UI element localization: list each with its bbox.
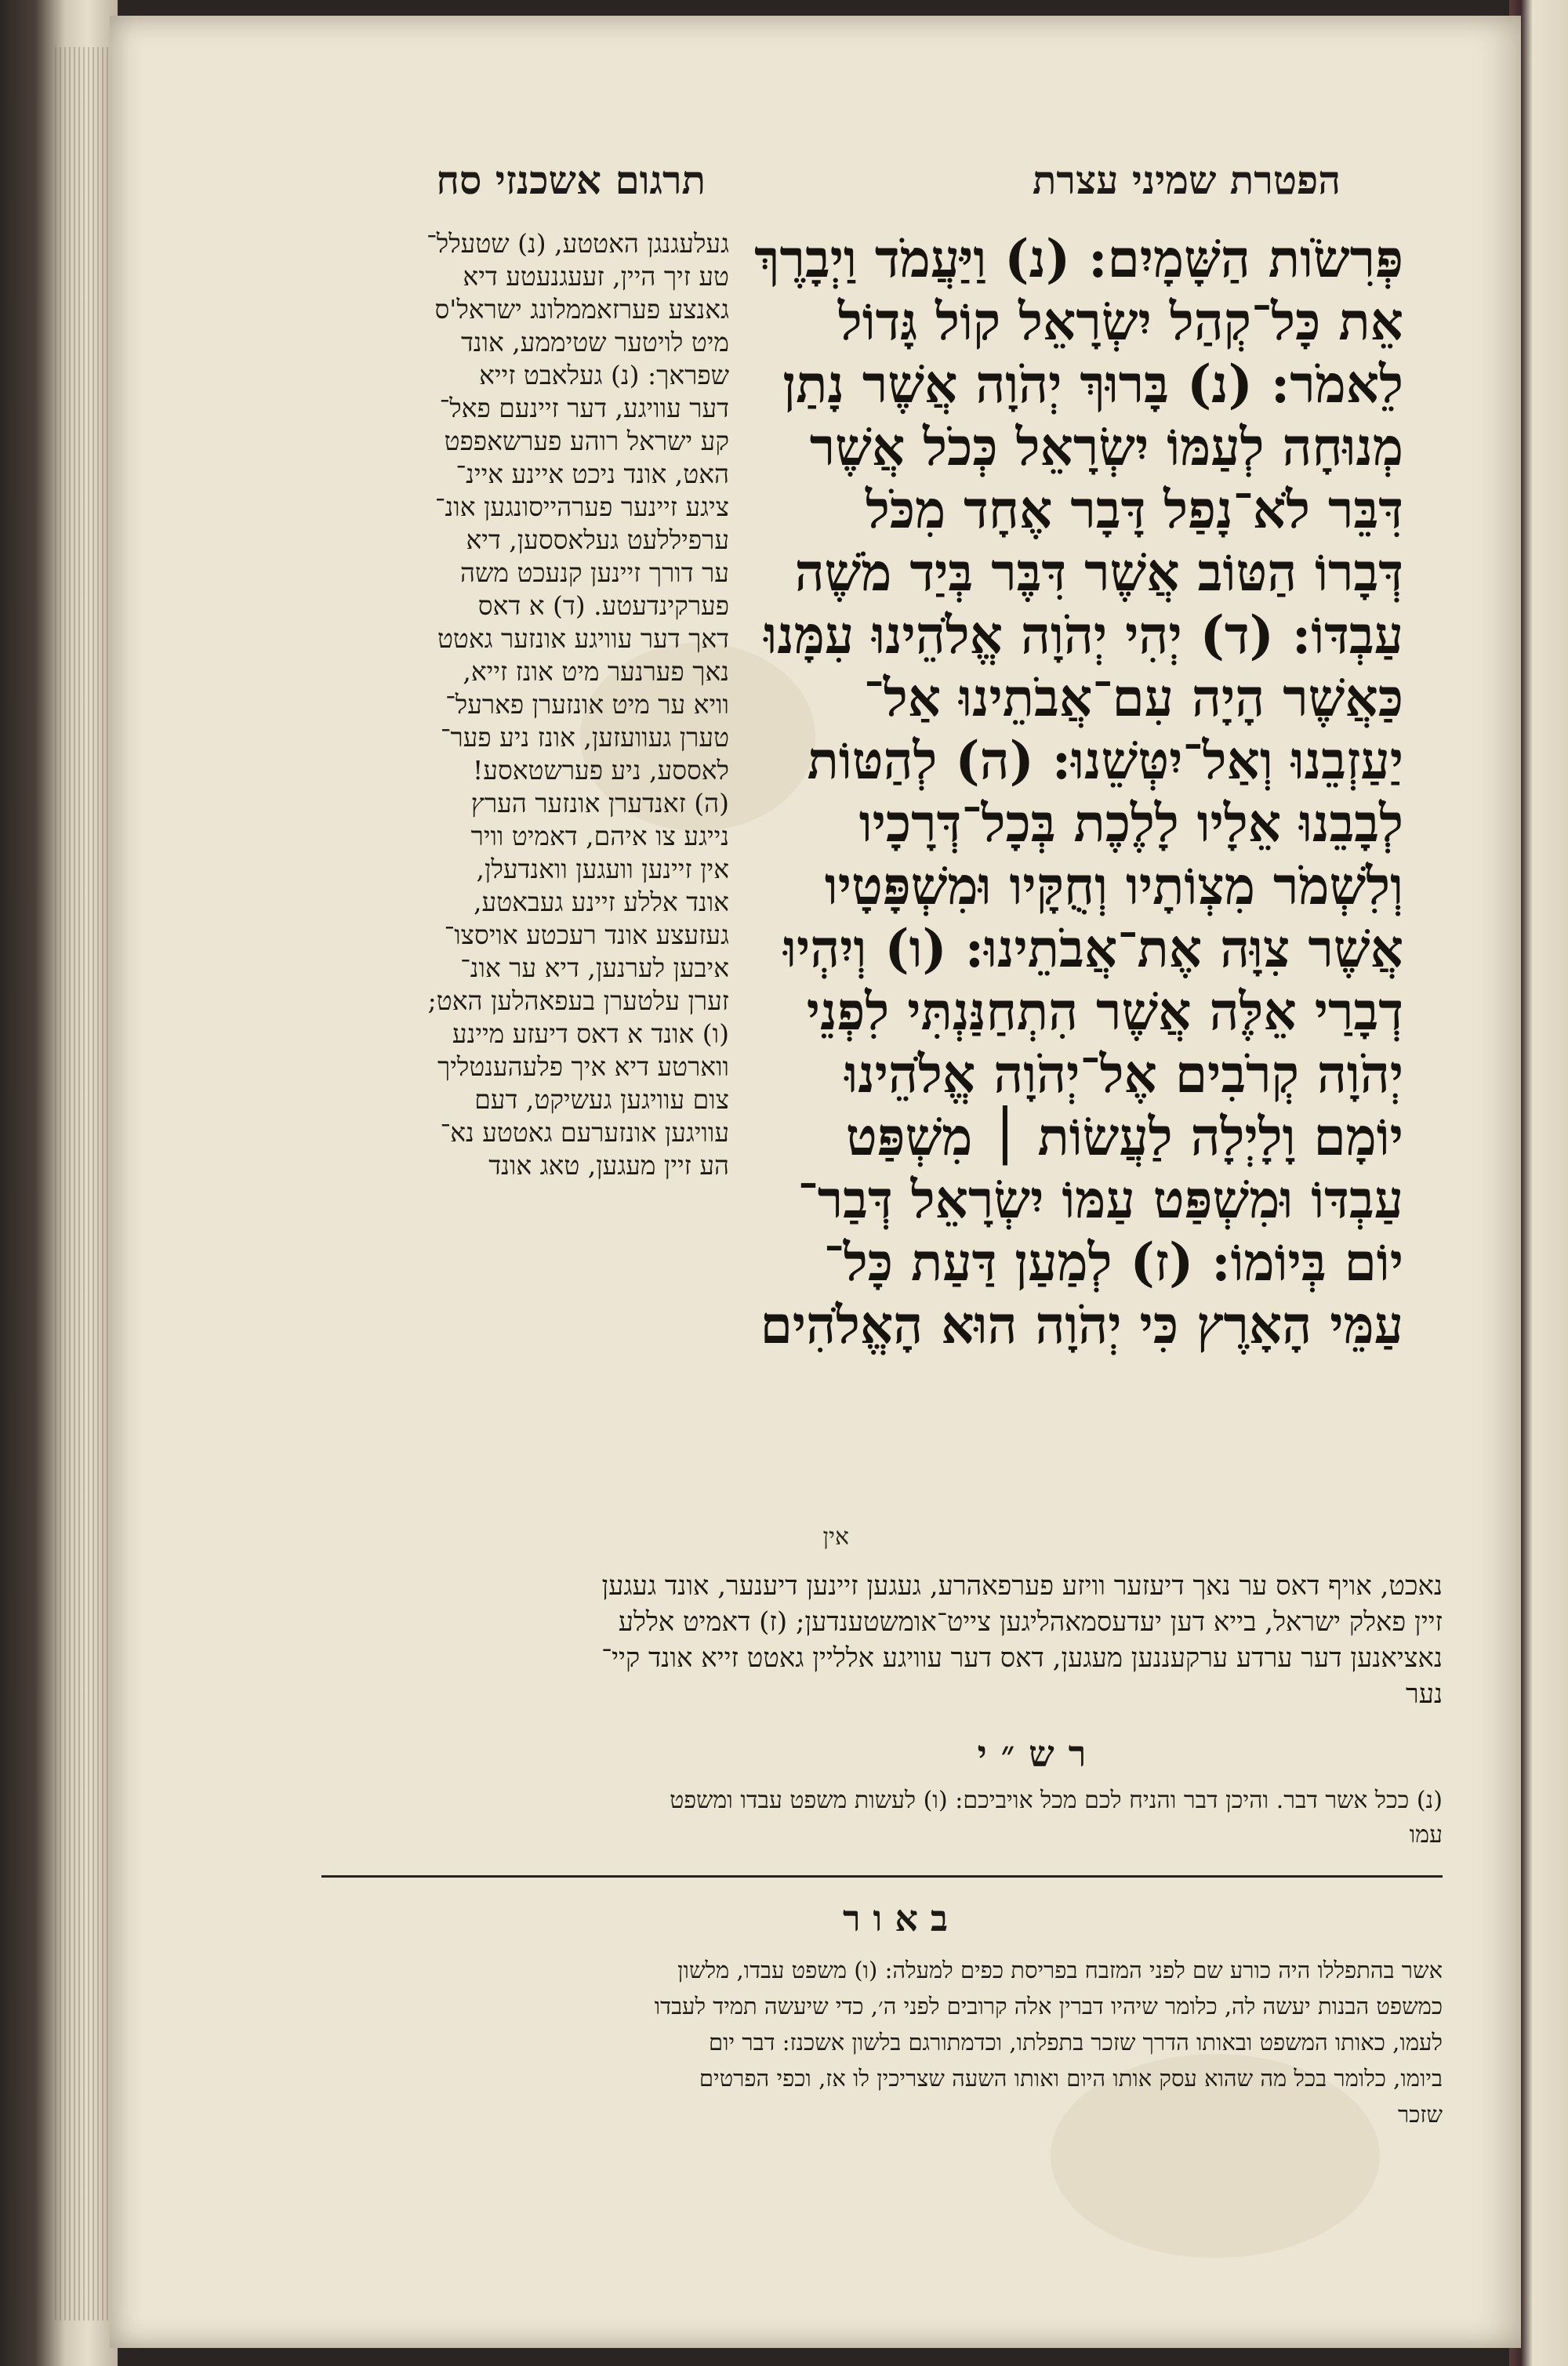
hebrew-line: יוֹמָם וָלָיְלָה לַעֲשׂוֹת ׀ מִשְׁפַּט bbox=[845, 1106, 1403, 1167]
section-divider bbox=[321, 1875, 1443, 1878]
yiddish-line: קע ישראל רוהע פערשאפפט bbox=[444, 426, 729, 456]
hebrew-line: דְבָרַי אֵלֶּה אֲשֶׁר הִתְחַנַּנְתִּי לִפְנֵי bbox=[806, 981, 1403, 1042]
continuation-line: נער bbox=[1406, 1678, 1443, 1710]
hebrew-line: לֵאמֹר: (נ) בָּרוּךְ יְהֹוָה אֲשֶׁר נָתַן bbox=[782, 354, 1403, 415]
translation-continuation bbox=[314, 1568, 1443, 1725]
hebrew-line: לְבָבֵנוּ אֵלָיו לָלֶכֶת בְּכָל־דְּרָכָיו bbox=[858, 793, 1403, 854]
hebrew-line: עַמֵּי הָאָרֶץ כִּי יְהֹוָה הוּא הָאֱלֹהִים bbox=[760, 1294, 1403, 1355]
yiddish-line: אונד אללע זיינע געבאטע, bbox=[474, 887, 729, 917]
yiddish-line: זערן עלטערן בעפאהלען האט; bbox=[427, 985, 729, 1016]
biur-line: לעמו, כאותו המשפט ובאותו הדרך שזכר בתפלתו, וכדמתורגם בלשון אשכנז: דבר יום bbox=[709, 2029, 1443, 2056]
biur-line: כמשפט הבנות יעשה לה, כלומר שיהיו דברין אלה קרובים לפני ה׳, כדי שיעשה תמיד לעבדו bbox=[654, 1993, 1443, 2019]
continuation-line: נאציאנען דער ערדע ערקעננען מעגען, דאס דער עוויגע אלליין גאטט זייא אונד קיי־ bbox=[601, 1642, 1443, 1674]
yiddish-line: פערקינדעטע. (ד) א דאס bbox=[477, 590, 729, 621]
yiddish-line: דאך דער עוויגע אונזער גאטט bbox=[437, 623, 729, 654]
yiddish-line: לאססע, ניע פערשטאסע! bbox=[473, 755, 729, 786]
yiddish-line: געלעגנגן האטטע, (נ) שטעלל־ bbox=[426, 228, 729, 259]
yiddish-line: גאנצע פערזאממלונג ישראל'ס bbox=[434, 294, 729, 325]
hebrew-line: וְלִשְׁמֹר מִצְוֹתָיו וְחֻקָּיו וּמִשְׁפָּטָיו bbox=[824, 855, 1403, 916]
yiddish-line: ציגע זיינער פערהייסונגען אונ־ bbox=[434, 492, 729, 522]
yiddish-line: הע זיין מעגען, טאג אונד bbox=[488, 1150, 729, 1181]
biur-line: ביומו, כלומר בכל מה שהוא עסק אותו היום ואותו השעה שצריכין לו אז, וכפי הפרטים bbox=[699, 2065, 1443, 2092]
yiddish-line: דער עוויגע, דער זיינעם פאל־ bbox=[439, 393, 729, 423]
yiddish-line: אין זיינען וועגען וואנדעלן, bbox=[476, 854, 729, 884]
yiddish-line: געזעצע אונד רעכטע אויסצו־ bbox=[444, 920, 729, 950]
yiddish-line: וויא ער מיט אונזערן פארעל־ bbox=[445, 689, 729, 720]
rashi-commentary bbox=[321, 1784, 1443, 1870]
yiddish-line: האט, אונד ניכט איינע איינ־ bbox=[456, 459, 729, 489]
hebrew-line: דְּבָרוֹ הַטּוֹב אֲשֶׁר דִּבֶּר בְּיַד מֹשֶׁה bbox=[794, 542, 1403, 603]
yiddish-line: שפראך: (נ) געלאבט זייא bbox=[479, 360, 729, 390]
yiddish-line: (ו) אונד א דאס דיעזע מיינע bbox=[452, 1018, 729, 1049]
yiddish-line: (ה) זאנדערן אונזער הערץ bbox=[470, 788, 729, 818]
yiddish-line: נאך פערנער מיט אונז זייא, bbox=[463, 656, 729, 687]
hebrew-line: יַעַזְבֵנוּ וְאַל־יִטְּשֵׁנוּ: (ה) לְהַטּוֹת bbox=[807, 730, 1403, 791]
yiddish-line: עוויגען אונזערעם גאטטע נא־ bbox=[440, 1117, 729, 1148]
running-head-targum: תרגום אשכנזי סח bbox=[436, 157, 706, 203]
hebrew-line: מְנוּחָה לְעַמּוֹ יִשְׂרָאֵל כְּכֹל אֲשֶׁר bbox=[809, 416, 1403, 477]
hebrew-line: עַבְדּוֹ וּמִשְׁפַּט עַמּוֹ יִשְׂרָאֵל דְּבַר־ bbox=[797, 1169, 1403, 1230]
yiddish-line: צום עוויגען געשיקט, דעם bbox=[474, 1084, 729, 1115]
hebrew-line: יוֹם בְּיוֹמוֹ: (ז) לְמַעַן דַּעַת כָּל־ bbox=[823, 1232, 1403, 1293]
biur-line: אשר בהתפללו היה כורע שם לפני המזבח בפריסת כפים למעלה: (ו) משפט עבדו, מלשון bbox=[677, 1957, 1443, 1983]
yiddish-line: ערפיללעט געלאססען, דיא bbox=[466, 524, 729, 555]
yiddish-line: מיט לויטער שטיממע, אונד bbox=[460, 327, 729, 357]
hebrew-line: אֲשֶׁר צִוָּה אֶת־אֲבֹתֵינוּ: (ו) וְיִהְיוּ bbox=[783, 918, 1403, 979]
hebrew-line: פְּרִשֹׂות הַשָּׁמָיִם: (נ) וַיַּעֲמֹד וַיְבָרֶךְ bbox=[754, 228, 1403, 289]
yiddish-line: ווארטע דיא איך פלעהענטליך bbox=[437, 1051, 729, 1082]
biur-heading: באור bbox=[842, 1897, 961, 1940]
biur-commentary bbox=[321, 1952, 1443, 2156]
yiddish-translation-column bbox=[321, 227, 729, 1560]
rashi-line: (נ) ככל אשר דבר. והיכן דבר והניח לכם מכל אויביכם: (ו) לעשות משפט עבדו ומשפט bbox=[670, 1787, 1443, 1814]
hebrew-text-column bbox=[737, 227, 1403, 1513]
yiddish-line: נייגע צו איהם, דאמיט וויר bbox=[470, 821, 729, 851]
running-head-haftarah: הפטרת שמיני עצרת bbox=[1032, 157, 1341, 203]
hebrew-line: עַבְדּוֹ: (ד) יְהִי יְהֹוָה אֱלֹהֵינוּ עִמָּנוּ bbox=[764, 604, 1403, 666]
hebrew-line: כַּאֲשֶׁר הָיָה עִם־אֲבֹתֵינוּ אַל־ bbox=[863, 667, 1403, 728]
yiddish-line: טע זיך היין, זעעגנעטע דיא bbox=[463, 261, 729, 292]
hebrew-line: אֵת כָּל־קְהַל יִשְׂרָאֵל קוֹל גָּדוֹל bbox=[837, 291, 1403, 352]
biur-line: שזכר bbox=[1397, 2101, 1443, 2128]
rashi-line: עמו bbox=[1409, 1821, 1443, 1849]
yiddish-line: ער דורך זיינען קנעכט משה bbox=[460, 557, 729, 588]
catchword: אין bbox=[822, 1523, 849, 1551]
continuation-line: זיין פאלק ישראל, בייא דען יעדעסמאהליגען צייט־אומשטענדען; (ז) דאמיט אללע bbox=[618, 1606, 1443, 1638]
hebrew-line: דִּבֵּר לֹא־נָפַל דָּבָר אֶחָד מִכֹּל bbox=[865, 479, 1403, 540]
yiddish-line: טערן געוועזען, אונז ניע פער־ bbox=[440, 722, 729, 753]
rashi-heading: רש״י bbox=[977, 1733, 1101, 1775]
hebrew-line: יְהֹוָה קְרֹבִים אֶל־יְהֹוָה אֱלֹהֵינוּ bbox=[844, 1043, 1403, 1105]
continuation-line: נאכט, אויף דאס ער נאך דיעזער וויזע פערפאהרע, געגען זיינען דיענער, אונד געגען bbox=[601, 1570, 1443, 1602]
yiddish-line: איבען לערנען, דיא ער אונ־ bbox=[460, 953, 729, 983]
book-page-edges bbox=[0, 0, 118, 2366]
